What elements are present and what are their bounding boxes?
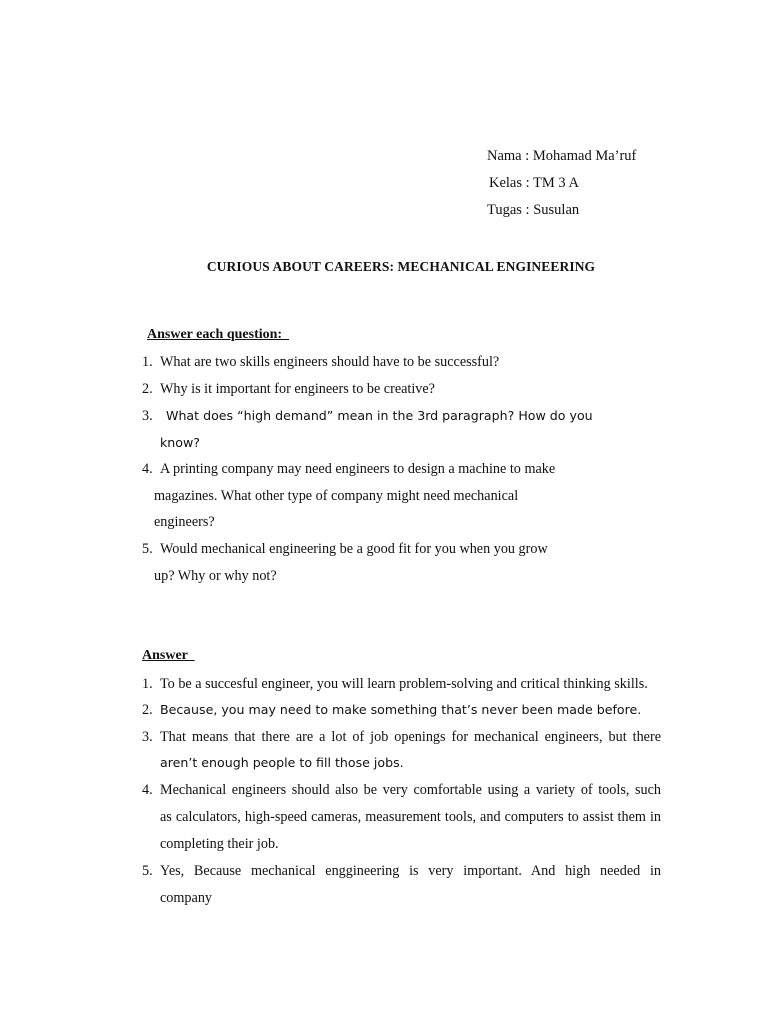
answer-number: 4. — [142, 782, 153, 798]
answer-text: Yes, Because mechanical enggineering is very important. And high needed in — [160, 863, 661, 879]
answer-text-continued: company — [160, 890, 213, 906]
question-number: 3. — [142, 408, 153, 424]
answer-text-continued: aren’t enough people to fill those jobs. — [160, 755, 404, 770]
answer-text: Because, you may need to make something that’s never been made before. — [160, 702, 642, 717]
answer-text: To be a succesful engineer, you will learn problem-solving and critical thinking skills. — [160, 676, 648, 692]
answer-text-continued: as calculators, high-speed cameras, measurement tools, and computers to assist them in — [160, 809, 661, 825]
question-text: What are two skills engineers should have to be successful? — [160, 354, 500, 370]
question-number: 4. — [142, 461, 153, 477]
question-number: 1. — [142, 354, 153, 370]
question-text: Would mechanical engineering be a good fit for you when you grow — [160, 541, 548, 557]
question-text-continued: engineers? — [154, 514, 215, 530]
question-number: 2. — [142, 381, 153, 397]
answers-heading: Answer — [142, 648, 195, 663]
question-text: What does “high demand” mean in the 3rd paragraph? How do you — [166, 408, 593, 423]
question-text-continued: know? — [160, 435, 200, 450]
assignment-type: Tugas : Susulan — [487, 202, 580, 218]
answer-number: 1. — [142, 676, 153, 692]
student-name: Nama : Mohamad Ma’ruf — [487, 148, 637, 164]
questions-heading: Answer each question: — [147, 327, 290, 342]
student-class: Kelas : TM 3 A — [489, 175, 579, 191]
answer-number: 2. — [142, 702, 153, 718]
answer-text: Mechanical engineers should also be very comfortable using a variety of tools, such — [160, 782, 661, 798]
question-text: A printing company may need engineers to design a machine to make — [160, 461, 556, 477]
answer-text: That means that there are a lot of job openings for mechanical engineers, but there — [160, 729, 661, 745]
question-number: 5. — [142, 541, 153, 557]
answer-number: 3. — [142, 729, 153, 745]
document-title: CURIOUS ABOUT CAREERS: MECHANICAL ENGINEERING — [206, 259, 596, 274]
question-text-continued: magazines. What other type of company might need mechanical — [154, 488, 519, 504]
answer-number: 5. — [142, 863, 153, 879]
question-text-continued: up? Why or why not? — [154, 568, 277, 584]
question-text: Why is it important for engineers to be creative? — [160, 381, 435, 397]
answer-text-continued: completing their job. — [160, 836, 279, 852]
